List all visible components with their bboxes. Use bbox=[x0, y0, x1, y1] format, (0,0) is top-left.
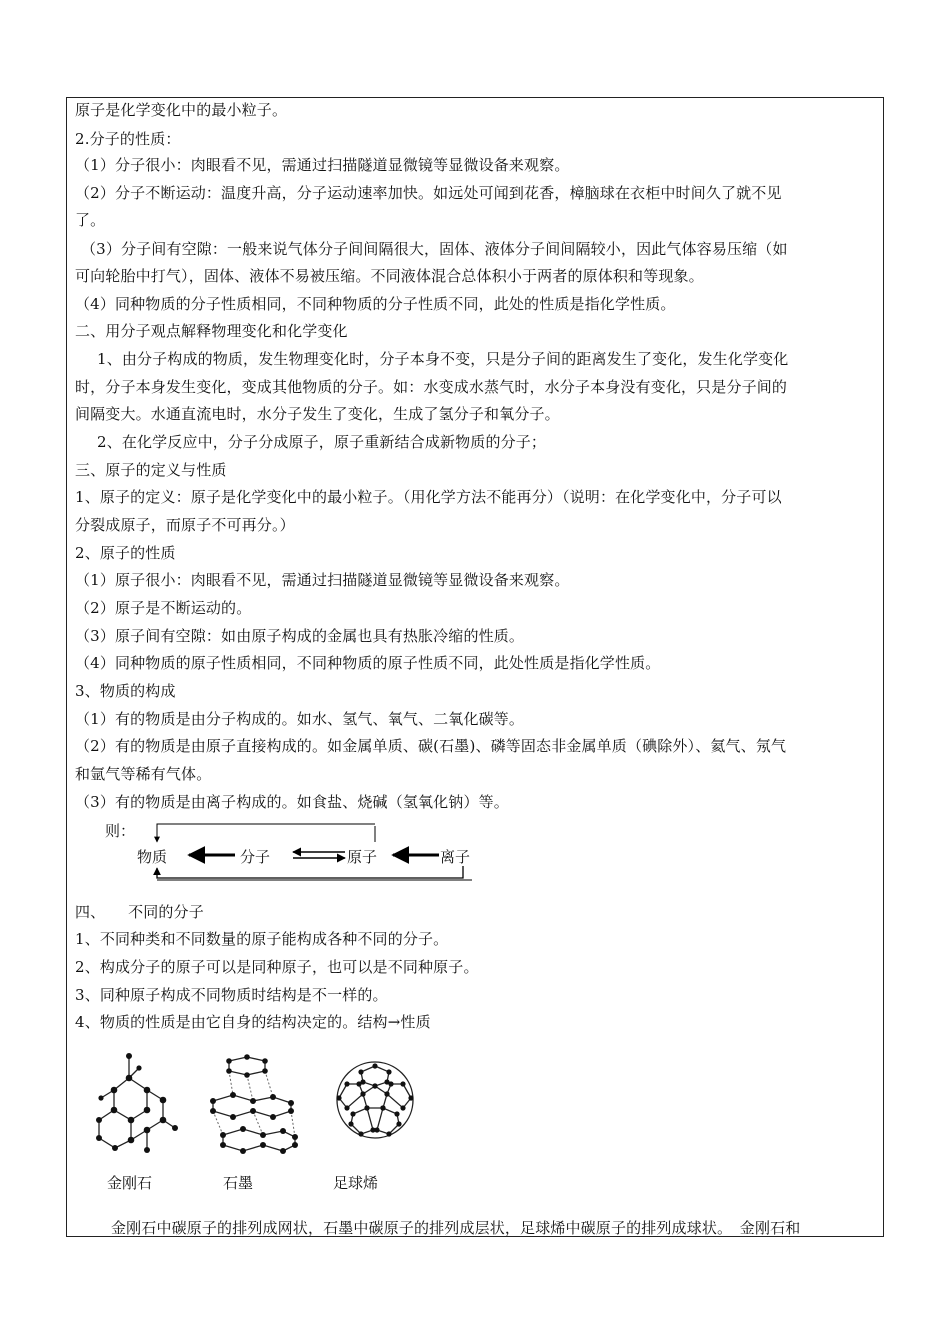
text-line: 金刚石中碳原子的排列成网状，石墨中碳原子的排列成层状，足球烯中碳原子的排列成球状。 金刚石和 bbox=[111, 1219, 801, 1237]
label-ion: 离子 bbox=[440, 848, 471, 866]
text-line: （1）有的物质是由分子构成的。如水、氢气、氧气、二氧化碳等。 bbox=[75, 710, 525, 728]
text-line: （2）分子不断运动：温度升高，分子运动速率加快。如远处可闻到花香，樟脑球在衣柜中时间久了就不见 bbox=[75, 184, 782, 202]
fullerene-atom bbox=[408, 1095, 413, 1100]
fullerene-atom bbox=[360, 1091, 365, 1096]
composition-diagram bbox=[97, 818, 497, 888]
label-molecule: 分子 bbox=[240, 848, 271, 866]
text-line: 1、由分子构成的物质，发生物理变化时，分子本身不变，只是分子间的距离发生了变化，发生化学变化 bbox=[97, 350, 789, 368]
text-line: （3）有的物质是由离子构成的。如食盐、烧碱（氢氧化钠）等。 bbox=[75, 793, 509, 811]
text-line: 了。 bbox=[75, 211, 106, 229]
text-line: 2.分子的性质： bbox=[75, 130, 181, 148]
fullerene-atom bbox=[380, 1105, 385, 1110]
fullerene-atom bbox=[344, 1081, 349, 1086]
text-line: 4、物质的性质是由它自身的结构决定的。结构→性质 bbox=[75, 1013, 431, 1031]
fullerene-atom bbox=[372, 1063, 377, 1068]
section-heading: 三、原子的定义与性质 bbox=[75, 461, 227, 479]
fullerene-atom bbox=[394, 1111, 399, 1116]
fullerene-atom bbox=[356, 1081, 361, 1086]
label-atom: 原子 bbox=[347, 848, 378, 866]
text-line: （4）同种物质的分子性质相同，不同种物质的分子性质不同，此处的性质是指化学性质。 bbox=[75, 295, 676, 313]
diamond-structure-image bbox=[89, 1048, 179, 1158]
text-line: （2）原子是不断运动的。 bbox=[75, 599, 252, 617]
fullerene-atom bbox=[400, 1105, 405, 1110]
fullerene-atom bbox=[358, 1131, 363, 1136]
caption-graphite: 石墨 bbox=[223, 1174, 254, 1192]
text-line: 3、同种原子构成不同物质时结构是不一样的。 bbox=[75, 986, 388, 1004]
section-heading: 二、用分子观点解释物理变化和化学变化 bbox=[75, 322, 348, 340]
text-line: 原子是化学变化中的最小粒子。 bbox=[75, 101, 288, 119]
text-line: 时，分子本身发生变化，变成其他物质的分子。如：水变成水蒸气时，水分子本身没有变化，只是分子间的 bbox=[75, 378, 788, 396]
fullerene-atom bbox=[388, 1081, 393, 1086]
text-line: 分裂成原子，而原子不可再分。） bbox=[75, 516, 295, 534]
fullerene-atom bbox=[386, 1131, 391, 1136]
graphite-structure-image bbox=[203, 1053, 303, 1158]
fullerene-atom bbox=[396, 1121, 401, 1126]
section-heading: 四、 不同的分子 bbox=[75, 903, 204, 921]
text-line: 和氩气等稀有气体。 bbox=[75, 765, 212, 783]
fullerene-atom bbox=[348, 1121, 353, 1126]
text-line: 可向轮胎中打气），固体、液体不易被压缩。不同液体混合总体积小于两者的原体积和等现象。 bbox=[75, 267, 704, 285]
fullerene-atom bbox=[344, 1105, 349, 1110]
text-line: （3）原子间有空隙：如由原子构成的金属也具有热胀冷缩的性质。 bbox=[75, 627, 525, 645]
text-line: 2、在化学反应中，分子分成原子，原子重新结合成新物质的分子； bbox=[97, 433, 547, 451]
diagram-prefix: 则： bbox=[105, 822, 136, 840]
fullerene-atom bbox=[372, 1083, 377, 1088]
fullerene-atom bbox=[370, 1127, 375, 1132]
text-line: 间隔变大。水通直流电时，水分子发生了变化，生成了氢分子和氧分子。 bbox=[75, 405, 560, 423]
caption-fullerene: 足球烯 bbox=[333, 1174, 379, 1192]
fullerene-atom bbox=[336, 1095, 341, 1100]
fullerene-atom bbox=[364, 1105, 369, 1110]
fullerene-atom bbox=[400, 1081, 405, 1086]
fullerene-structure-image bbox=[333, 1058, 423, 1148]
label-substance: 物质 bbox=[137, 848, 168, 866]
fullerene-atom bbox=[358, 1069, 363, 1074]
text-line: （1）原子很小：肉眼看不见，需通过扫描隧道显微镜等显微设备来观察。 bbox=[75, 571, 570, 589]
text-line: （1）分子很小：肉眼看不见，需通过扫描隧道显微镜等显微设备来观察。 bbox=[75, 156, 570, 174]
text-line: 2、构成分子的原子可以是同种原子，也可以是不同种原子。 bbox=[75, 958, 479, 976]
text-line: （3）分子间有空隙：一般来说气体分子间间隔很大，固体、液体分子间间隔较小，因此气体容易压缩（如 bbox=[81, 240, 788, 258]
caption-diamond: 金刚石 bbox=[107, 1174, 153, 1192]
text-line: 1、原子的定义：原子是化学变化中的最小粒子。（用化学方法不能再分）（说明：在化学变化中，分子可以 bbox=[75, 488, 782, 506]
text-line: 1、不同种类和不同数量的原子能构成各种不同的分子。 bbox=[75, 930, 449, 948]
fullerene-atom bbox=[350, 1111, 355, 1116]
content-box bbox=[66, 97, 884, 1237]
fullerene-atom bbox=[386, 1069, 391, 1074]
text-line: （2）有的物质是由原子直接构成的。如金属单质、碳(石墨)、磷等固态非金属单质（碘除外）、氦气、氖气 bbox=[75, 737, 787, 755]
fullerene-atom bbox=[384, 1091, 389, 1096]
text-line: 2、原子的性质 bbox=[75, 544, 176, 562]
text-line: 3、物质的构成 bbox=[75, 682, 176, 700]
text-line: （4）同种物质的原子性质相同，不同种物质的原子性质不同，此处性质是指化学性质。 bbox=[75, 654, 661, 672]
